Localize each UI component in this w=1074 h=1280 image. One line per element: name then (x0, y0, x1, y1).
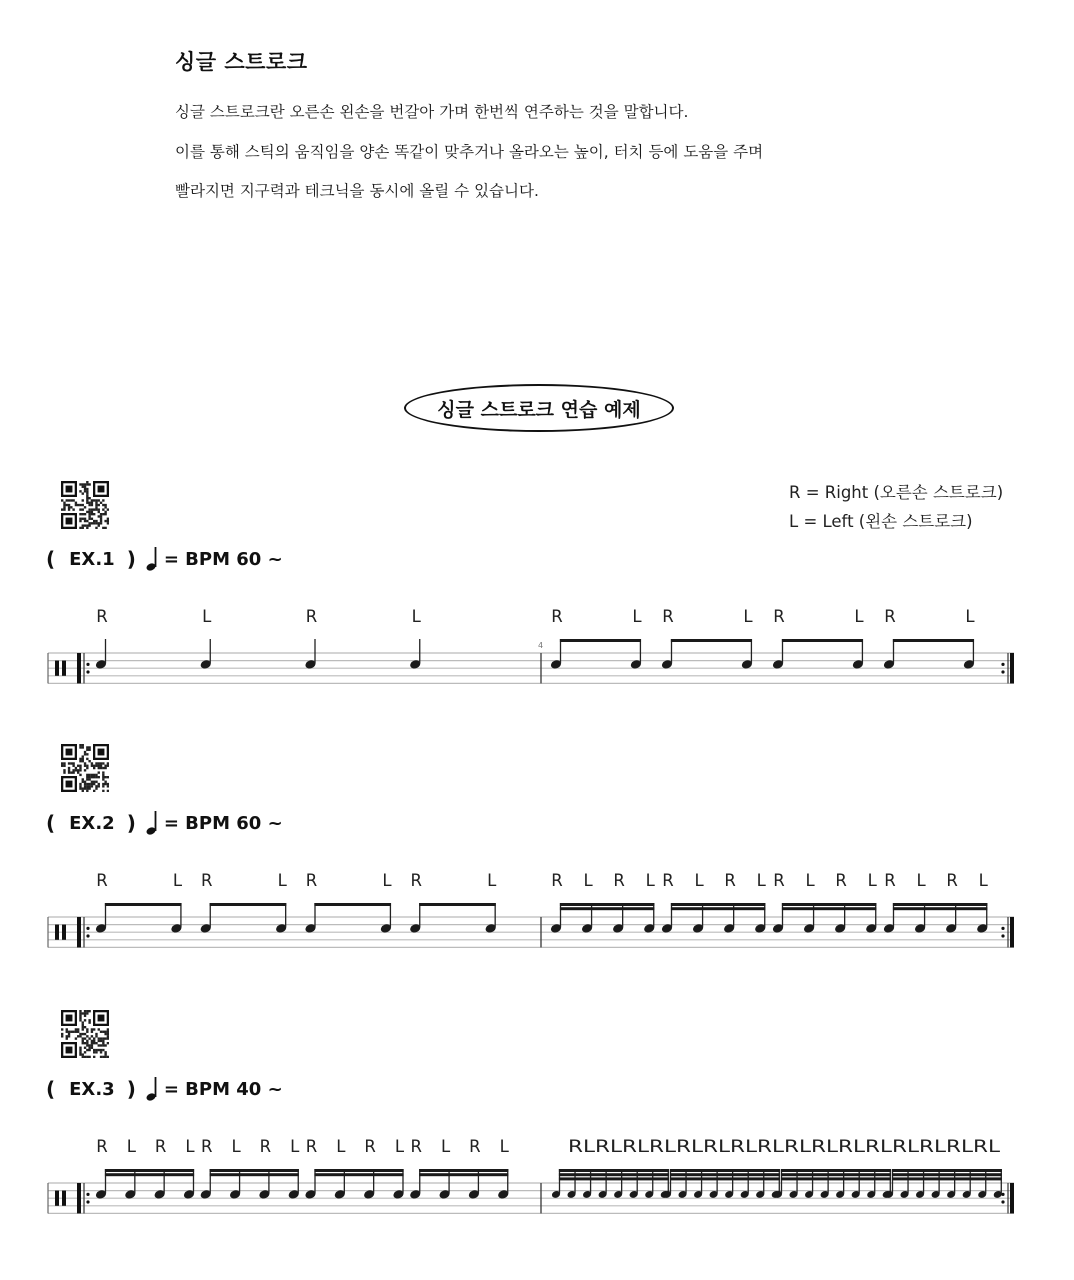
beam (893, 903, 987, 906)
sticking-label: L (867, 871, 877, 890)
measure-number: 4 (538, 641, 544, 650)
staff-lines (48, 653, 1014, 683)
legend-right: R = Right (오른손 스트로크) (789, 483, 1004, 502)
ex3-header (46, 1076, 283, 1102)
sticking-label: R (884, 607, 896, 626)
section-title: 싱글 스트로크 (175, 50, 308, 74)
beam (314, 1169, 403, 1172)
beam (419, 1173, 508, 1176)
sticking-label: RLRLRLRLRLRLRLRLRLRLRLRLRLRLRLRL (568, 1137, 1002, 1156)
sticking-label: R (305, 1137, 318, 1156)
open-paren: ( (46, 1077, 56, 1101)
close-paren: ) (126, 547, 136, 571)
open-paren: ( (46, 811, 56, 835)
sticking-measure-2 (551, 871, 988, 890)
beam (560, 907, 654, 910)
quarter-note-icon (146, 810, 160, 836)
measure-1 (95, 639, 422, 670)
sticking-label: L (202, 607, 212, 626)
sticking-label: L (916, 871, 926, 890)
sticking-label: R (201, 1137, 213, 1156)
beam (892, 1173, 1002, 1176)
sticking-label: R (724, 871, 736, 890)
sticking-label: R (469, 1137, 481, 1156)
sticking-label: R (884, 871, 896, 890)
tempo-text: = BPM 60 ~ (163, 812, 283, 834)
sticking-label: R (154, 1137, 167, 1156)
tempo-text: = BPM 60 ~ (163, 548, 283, 570)
exercise-label: EX.1 (69, 548, 115, 570)
open-paren: ( (46, 547, 56, 571)
sticking-measure-2 (568, 1137, 1001, 1156)
beam (671, 907, 765, 910)
sticking-label: L (632, 607, 642, 626)
sticking-label: R (305, 607, 318, 626)
sticking-label: L (499, 1137, 509, 1156)
sticking-measure-1 (96, 1137, 509, 1156)
sticking-label: L (394, 1137, 405, 1156)
sticking-label: R (662, 871, 674, 890)
quarter-note-icon (146, 546, 160, 572)
exercise-title-oval (404, 384, 674, 432)
sticking-label: R (259, 1137, 272, 1156)
beam (314, 903, 391, 906)
beam (671, 639, 752, 642)
sticking-label: L (583, 871, 593, 890)
ex1-header (46, 546, 283, 572)
sticking-label: R (410, 1137, 422, 1156)
beam (670, 1169, 780, 1172)
beam (782, 903, 876, 906)
ex3-staff (0, 1126, 1074, 1226)
beam (893, 907, 987, 910)
beam (892, 1177, 1002, 1180)
sticking-label: L (277, 871, 287, 890)
sticking-label: L (172, 871, 183, 890)
measure-2 (551, 1169, 1003, 1199)
beam (314, 1173, 403, 1176)
sticking-label: L (756, 871, 766, 890)
ex1-staff (0, 596, 1074, 696)
sticking-label: L (743, 607, 753, 626)
beam (671, 903, 765, 906)
measure-1 (95, 1169, 510, 1200)
sticking-label: R (305, 871, 318, 890)
beam (419, 1169, 508, 1172)
beam (893, 639, 974, 642)
sticking-label: L (411, 607, 421, 626)
quarter-note-icon (146, 1076, 160, 1102)
sticking-label: R (613, 871, 625, 890)
beam (210, 1169, 299, 1172)
sticking-label: R (96, 607, 108, 626)
beam (419, 903, 496, 906)
sticking-measure-1 (96, 871, 497, 890)
beam (560, 903, 654, 906)
beam (782, 907, 876, 910)
ex2-staff (0, 860, 1074, 960)
tempo-text: = BPM 40 ~ (163, 1078, 283, 1100)
sticking-label: R (835, 871, 847, 890)
ex2-header (46, 810, 283, 836)
sticking-label: R (551, 871, 563, 890)
sticking-label: L (336, 1137, 346, 1156)
sticking-label: R (364, 1137, 376, 1156)
sticking-label: L (965, 607, 975, 626)
description-line-3: 빨라지면 지구력과 테크닉을 동시에 올릴 수 있습니다. (175, 182, 539, 200)
sticking-label: L (185, 1137, 195, 1156)
beam (670, 1177, 780, 1180)
sticking-label: R (662, 607, 674, 626)
close-paren: ) (126, 811, 136, 835)
beam (559, 1177, 669, 1180)
beam (105, 1173, 194, 1176)
exercise-label: EX.3 (69, 1078, 115, 1100)
sticking-label: L (694, 871, 704, 890)
beam (559, 1169, 669, 1172)
sticking-label: R (773, 871, 785, 890)
beam (781, 1177, 891, 1180)
description-line-1: 싱글 스트로크란 오른손 왼손을 번갈아 가며 한번씩 연주하는 것을 말합니다. (175, 103, 689, 121)
sticking-measure-2 (551, 607, 975, 626)
beam (105, 1169, 194, 1172)
sticking-label: L (440, 1137, 451, 1156)
qr-code-icon[interactable] (61, 481, 109, 529)
description-line-2: 이를 통해 스틱의 움직임을 양손 똑같이 맞추거나 올라오는 높이, 터치 등에 도움을 주며 (175, 143, 764, 161)
exercise-title: 싱글 스트로크 연습 예제 (437, 398, 641, 421)
sticking-measure-1 (96, 607, 421, 626)
sticking-label: L (805, 871, 815, 890)
sticking-label: L (487, 871, 497, 890)
qr-code-icon[interactable] (61, 744, 109, 792)
sticking-label: L (978, 871, 988, 890)
sticking-label: L (126, 1137, 136, 1156)
beam (559, 1173, 669, 1176)
legend-left: L = Left (왼손 스트로크) (789, 512, 973, 531)
sticking-label: L (382, 871, 392, 890)
beam (560, 639, 641, 642)
sticking-label: L (645, 871, 655, 890)
sticking-label: R (551, 607, 563, 626)
sticking-label: R (96, 1137, 108, 1156)
sticking-label: R (201, 871, 213, 890)
sticking-label: R (946, 871, 958, 890)
close-paren: ) (126, 1077, 136, 1101)
beam (210, 903, 287, 906)
sticking-label: R (96, 871, 108, 890)
measure-1 (95, 903, 497, 934)
beam (670, 1173, 780, 1176)
beam (781, 1169, 891, 1172)
sticking-label: L (854, 607, 864, 626)
sticking-label: L (290, 1137, 300, 1156)
measure-2 (550, 903, 989, 934)
sticking-label: L (231, 1137, 241, 1156)
beam (892, 1169, 1002, 1172)
beam (781, 1173, 891, 1176)
beam (105, 903, 182, 906)
sticking-label: R (773, 607, 785, 626)
qr-code-icon[interactable] (61, 1010, 109, 1058)
beam (210, 1173, 299, 1176)
exercise-label: EX.2 (69, 812, 115, 834)
sticking-label: R (410, 871, 422, 890)
measure-2 (550, 639, 975, 670)
beam (782, 639, 863, 642)
